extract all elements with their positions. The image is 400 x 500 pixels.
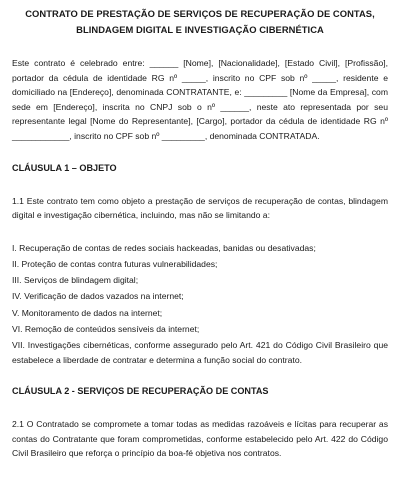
list-item: I. Recuperação de contas de redes sociais hackeadas, banidas ou desativadas; [12, 242, 316, 253]
clause-1-item-list [12, 240, 388, 367]
list-item: VI. Remoção de conteúdos sensíveis da internet; [12, 323, 200, 334]
clause-2-heading: CLÁUSULA 2 - SERVIÇOS DE RECUPERAÇÃO DE CONTAS [12, 386, 269, 397]
list-item: IV. Verificação de dados vazados na internet; [12, 291, 184, 302]
intro-paragraph: Este contrato é celebrado entre: ______ [Nome], [Nacionalidade], [Estado Civil], [Profissão], portador da cédula de identidade RG nº _____, inscrito no CPF sob nº _____, residente e domiciliado na [Endereço], denominada CONTRATANTE, e: _________ [Nome da Empresa], com sede em [Endereço], inscrita no CNPJ sob o nº ______, neste ato representada por seu representante legal [Nome do Representante], [Cargo], portador da cédula de identidade RG nº ____________, inscrito no CPF sob nº _________, denominada CONTRATADA. [12, 58, 388, 141]
list-item: V. Monitoramento de dados na internet; [12, 307, 163, 318]
document-title [12, 6, 388, 38]
list-item: III. Serviços de blindagem digital; [12, 275, 139, 286]
clause-1-paragraph: 1.1 Este contrato tem como objeto a prestação de serviços de recuperação de contas, blindagem digital e investigação cibernética, incluindo, mas não se limitando a: [12, 195, 388, 221]
list-item: II. Proteção de contas contra futuras vulnerabilidades; [12, 258, 218, 269]
list-item: VII. Investigações cibernéticas, conforme assegurado pelo Art. 421 do Código Civil Brasileiro que estabelece a liberdade de contratar e determina a função social do contrato. [12, 339, 388, 365]
clause-1-heading: CLÁUSULA 1 – OBJETO [12, 162, 117, 173]
clause-2-paragraph: 2.1 O Contratado se compromete a tomar todas as medidas razoáveis e lícitas para recuperar as contas do Contratante que foram comprometidas, conforme estabelecido pelo Art. 422 do Código Civil Brasileiro que reforça o princípio da boa-fé objetiva nos contratos. [12, 419, 388, 459]
document-title-line-2: BLINDAGEM DIGITAL E INVESTIGAÇÃO CIBERNÉTICA [76, 24, 324, 35]
document-title-line-1: CONTRATO DE PRESTAÇÃO DE SERVIÇOS DE RECUPERAÇÃO DE CONTAS, [25, 8, 375, 19]
